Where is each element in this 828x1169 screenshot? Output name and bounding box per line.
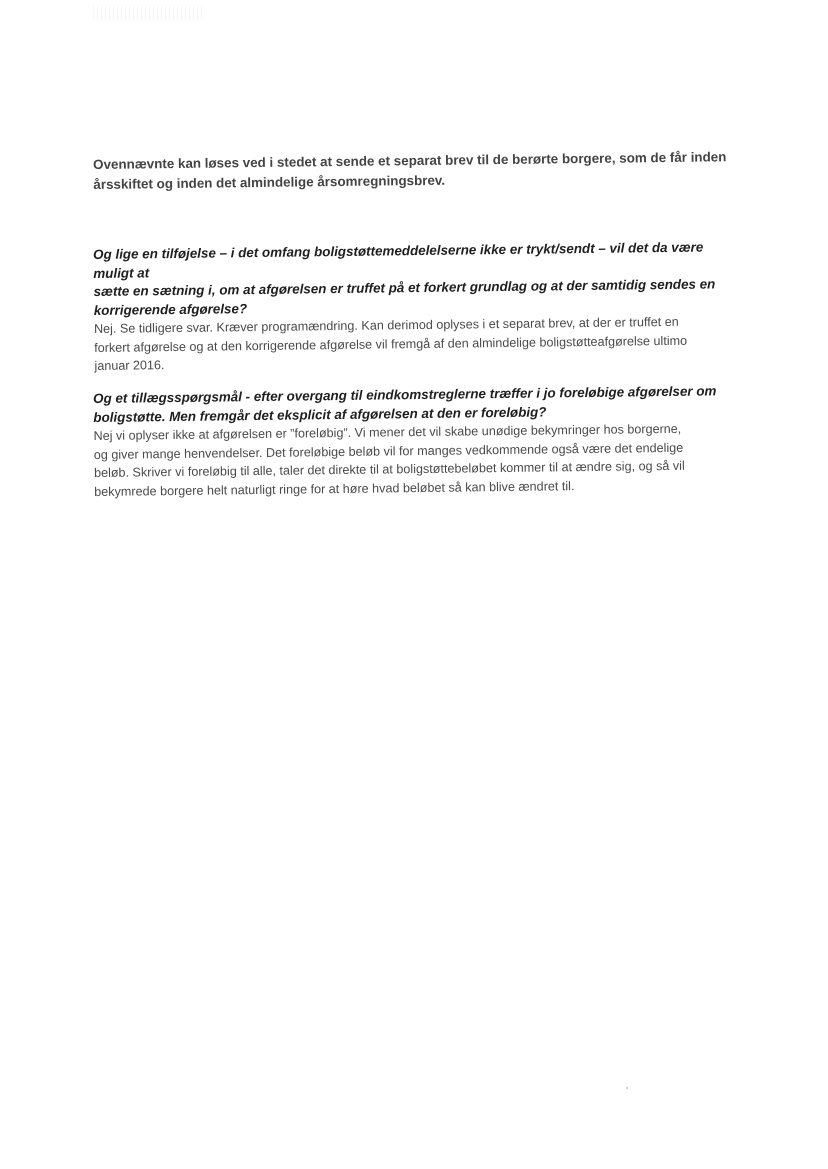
question-line: Og et tillægsspørgsmål - efter overgang til eindkomstreglerne træffer i jo foreløbige afgørelser om bbox=[93, 383, 717, 406]
question-line: korrigerende afgørelse? bbox=[93, 300, 248, 318]
answer-line: Nej vi oplyser ikke at afgørelsen er ”foreløbig”. Vi mener det vil skabe unødige bekymringer hos borgerne, bbox=[93, 421, 682, 443]
scan-artifact bbox=[93, 6, 205, 20]
scan-speck bbox=[626, 1087, 628, 1089]
question-1 bbox=[93, 238, 744, 320]
section-2 bbox=[93, 382, 744, 501]
answer-line: bekymrede borgere helt naturligt ringe for at høre hvad beløbet så kan blive ændret til. bbox=[94, 478, 575, 499]
question-line: boligstøtte. Men fremgår det eksplicit af afgørelsen at den er foreløbig? bbox=[93, 403, 547, 425]
question-line: Og lige en tilføjelse – i det omfang boligstøttemeddelelserne ikke er trykt/sendt – vil det da være muligt at bbox=[93, 239, 704, 281]
question-line: sætte en sætning i, om at afgørelsen er truffet på et forkert grundlag og at der samtidig sendes en bbox=[93, 276, 716, 299]
intro-line: Ovennævnte kan løses ved i stedet at sende et separat brev til de berørte borgere, som de får inden bbox=[93, 149, 727, 172]
answer-line: Nej. Se tidligere svar. Kræver programændring. Kan derimod oplyses i et separat brev, at der er truffet en bbox=[93, 314, 679, 336]
intro-line: årsskiftet og inden det almindelige årsomregningsbrev. bbox=[93, 172, 446, 192]
answer-line: forkert afgørelse og at den korrigerende afgørelse vil fremgå af den almindelige boligstøtteafgørelse ultimo bbox=[94, 333, 688, 355]
answer-1 bbox=[94, 312, 745, 375]
answer-line: beløb. Skriver vi foreløbig til alle, taler det direkte til at boligstøttebeløbet kommer til at ændre sig, og så vil bbox=[93, 458, 685, 480]
answer-2 bbox=[93, 419, 744, 501]
answer-line: og giver mange henvendelser. Det foreløbige beløb vil for manges vedkommende også være det endelige bbox=[93, 440, 684, 462]
intro-paragraph bbox=[93, 147, 743, 195]
answer-line: januar 2016. bbox=[94, 358, 165, 373]
section-1 bbox=[93, 238, 745, 375]
